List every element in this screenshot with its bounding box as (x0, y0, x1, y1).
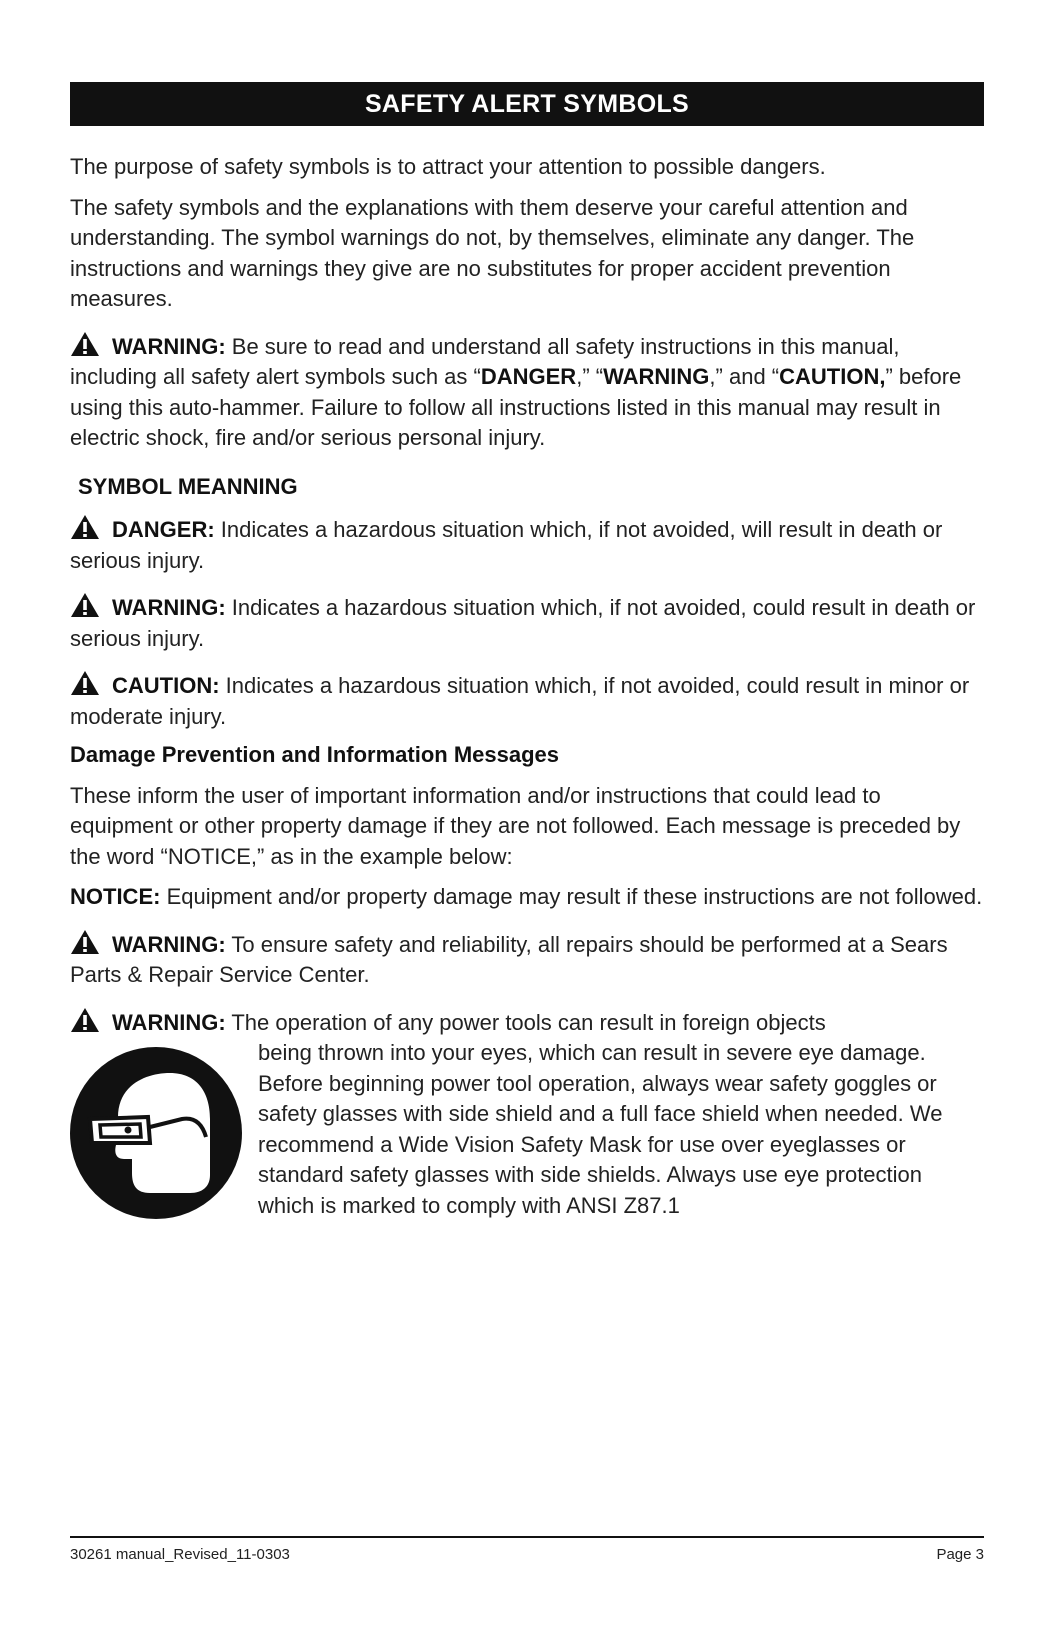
danger-label: DANGER: (112, 517, 215, 542)
alert-triangle-icon (70, 929, 100, 955)
alert-triangle-icon (70, 1007, 100, 1033)
manual-page (70, 82, 984, 1221)
warning-text: ” before using this auto-hammer. Failure to follow all instructions listed in this manual may result in electric shock, fire and/or serious personal injury. (70, 364, 962, 450)
caution-label: CAUTION: (112, 673, 220, 698)
warning-label: WARNING: (112, 931, 226, 957)
warning-label: WARNING: (112, 595, 226, 620)
warning-definition (70, 592, 984, 654)
notice-example (70, 882, 984, 913)
warning-text: Indicates a hazardous situation which, if not avoided, could result in death or serious injury. (70, 595, 976, 651)
warning-label: WARNING: (112, 333, 226, 359)
caution-text: Indicates a hazardous situation which, if not avoided, could result in minor or moderate injury. (70, 673, 970, 729)
warning-text: Be sure to read and understand all safety instructions in this manual, including all safety alert symbols such as “ (70, 333, 900, 389)
alert-triangle-icon (70, 331, 100, 357)
caution-definition (70, 670, 984, 732)
warning-text: The operation of any power tools can result in foreign objects (225, 1009, 826, 1035)
intro-paragraph-2: The safety symbols and the explanations with them deserve your careful attention and understanding. The symbol warnings do not, by themselves, eliminate any danger. The instructions and warnings they give are no substitutes for proper accident prevention measures. (70, 194, 915, 311)
danger-word: DANGER (480, 364, 577, 389)
warning-text: ,” “ (576, 364, 604, 389)
warning-eye-first-line (70, 1007, 984, 1039)
notice-text: Equipment and/or property damage may result if these instructions are not followed. (160, 884, 983, 909)
damage-prevention-heading: Damage Prevention and Information Messages (70, 742, 560, 767)
alert-triangle-icon (70, 514, 100, 540)
warning-word: WARNING (603, 364, 710, 389)
intro-paragraph-1: The purpose of safety symbols is to attract your attention to possible dangers. (70, 154, 826, 179)
warning-eye-text: being thrown into your eyes, which can result in severe eye damage. Before beginning power tool operation, always wear safety goggles or safety glasses with side shield and a full face shield when needed. We recommend a Wide Vision Safety Mask for use over eyeglasses or standard safety glasses with side shields. Always use eye protection which is marked to comply with ANSI Z87.1 (258, 1040, 943, 1218)
danger-definition (70, 514, 984, 576)
warning-eye-protection (70, 1007, 984, 1222)
section-banner (70, 82, 984, 126)
warning-text: ,” and “ (709, 364, 780, 389)
warning-label: WARNING: (112, 1009, 226, 1035)
symbol-meaning-heading: SYMBOL MEANNING (78, 473, 298, 499)
document-id: 30261 manual_Revised_11-0303 (70, 1546, 290, 1563)
alert-triangle-icon (70, 670, 100, 696)
warning-read-instructions (70, 331, 984, 454)
caution-word: CAUTION, (779, 364, 886, 389)
notice-label: NOTICE: (70, 884, 161, 909)
page-footer (70, 1536, 984, 1563)
warning-repairs (70, 929, 984, 991)
page-number: Page 3 (936, 1546, 984, 1563)
eye-protection-icon (70, 1047, 242, 1219)
banner-title: SAFETY ALERT SYMBOLS (364, 89, 690, 118)
alert-triangle-icon (70, 592, 100, 618)
damage-prevention-text: These inform the user of important information and/or instructions that could lead to equipment or other property damage if they are not followed. Each message is preceded by the word “NOTICE,” as in the example below: (70, 782, 961, 869)
danger-text: Indicates a hazardous situation which, if not avoided, will result in death or serious injury. (70, 517, 943, 573)
warning-text: To ensure safety and reliability, all repairs should be performed at a Sears Parts & Repair Service Center. (70, 931, 948, 987)
